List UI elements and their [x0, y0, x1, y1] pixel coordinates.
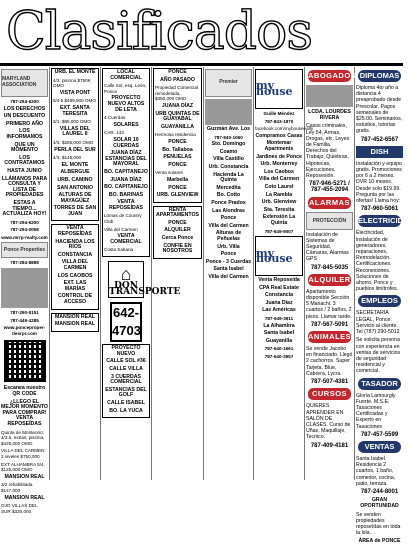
listing-title: Urb. Monterrey	[260, 161, 298, 168]
phone-number: 787-284-8888	[10, 260, 39, 266]
listing-body: Lomas de Country Club	[104, 213, 142, 225]
listing-title: Venta Reposeída	[258, 277, 300, 284]
listing-title: PROYECTO NUEVO	[111, 345, 141, 357]
listing-body: 4/3, piscina $750K OMO	[53, 77, 91, 89]
section-header-diplomas: DIPLOMAS	[359, 71, 400, 80]
section-body: Gloria Lamourgly Fuerte. M.S.E. Tasaciones Certificadas y Experto en Tasaciones	[356, 392, 396, 430]
premier-logo: Premier	[205, 69, 252, 97]
section-body: Se solicita persona con experiencia en ventas de servicios de seguridad residencial y comercial.	[356, 337, 401, 375]
website-link[interactable]: www.ponceproper-tiesrpr.com	[3, 325, 46, 336]
column-5	[205, 67, 252, 480]
listing-title: PONCE	[168, 138, 187, 145]
ad-line: UN DESCUENTO	[3, 113, 46, 120]
listing-title: CALLE ISABEL	[107, 399, 145, 406]
website-link[interactable]: www.mrrp-realty.com	[1, 234, 48, 240]
property-photo	[1, 268, 48, 308]
listing-title: CALLE VILLA	[109, 366, 143, 372]
section-body: Instalación de Sistemas de Seguridad, Cámaras, Alarmas GPS	[306, 231, 349, 263]
listing-title: LOS CAOBOS	[57, 272, 93, 279]
listing-box	[102, 344, 150, 418]
listing-title: Ponce - 3 Cuerdas	[205, 258, 252, 265]
listing-title: ALTURAS DE MAYAGÜEZ	[58, 192, 92, 204]
page-header	[0, 0, 403, 66]
listing-body: Costa Sabana	[104, 247, 134, 253]
listing-title: URB. CAMINO	[57, 176, 93, 183]
phone-number: 787-649-9007	[264, 228, 294, 234]
phone-number: 787-449-4285	[10, 317, 39, 323]
listing-title: Los Caobos	[264, 168, 294, 175]
phone-number: 787-244-8001	[360, 488, 399, 495]
section-body: QUIERES APRENDER EN SALÓN DE CLASES. Curso de Uñas, Maquillaje, Tecnico.	[306, 403, 351, 441]
listing-title: VENTA COMERCIAL	[110, 233, 142, 245]
phone-number: 787-640-3957	[264, 354, 294, 360]
listing-title: Coto Laurel	[264, 183, 294, 190]
listing-title: 3 CUERDAS COMERCIAL	[110, 373, 142, 386]
listing-title: URB QUINTAS DE GUAYABAL	[155, 110, 200, 123]
listing-box	[153, 68, 202, 203]
listing-title: Sta. Teresita	[263, 206, 295, 213]
listing-title: CONFIE EN NOSOTROS	[162, 242, 193, 255]
ad-cta: ESTAS A TIEMPO... ACTUALIZA HOY!	[2, 199, 47, 218]
listing-title: SOLAR 10 CUERDAS	[113, 136, 139, 149]
column-2	[51, 67, 99, 480]
agent-photo	[205, 99, 252, 125]
listing-title: Las Alondras	[212, 207, 245, 214]
listing-title: Urb. Constancia	[208, 163, 249, 170]
phone-number: 787-946-5271 / 787-455-2094	[309, 181, 350, 194]
section-body: SECRETARIA LEGAL, Ponce. Servicio al cliente. Tel (787) 290-5012	[356, 310, 400, 336]
listing-title: Constancia	[265, 292, 293, 299]
listing-title: BO. BARINAS	[108, 191, 144, 198]
phone-number: 787-294-6200	[10, 99, 39, 104]
phone-number: 787-845-5035	[310, 264, 349, 271]
listing-title: URB. GLENVIEW	[156, 192, 199, 199]
big-phone-number: 642-4703	[110, 302, 142, 342]
section-header-alarmas: ALARMAS	[309, 197, 350, 207]
ad-line: LOS INFORMAMOS	[6, 128, 43, 140]
section-header-abogados: ABOGADOS	[308, 71, 357, 80]
listing-body: Villa del Carmen	[104, 226, 138, 232]
listing-title: JUANA DÍAZ	[110, 176, 142, 183]
section-body: Se vende Jacobo en financiado. Llegó 2 cachorros. Super Tarjeta. Blue, Cabrera, Lycra.	[306, 346, 353, 377]
ad-line: LOS DERECHOS	[3, 105, 46, 112]
ad-brand: DON TRANSPORTE	[109, 281, 181, 297]
listing-title: Sto. Domingo	[211, 141, 246, 148]
column-divider	[100, 67, 101, 480]
section-body: Instalación y equipo gratis. Promociones por 6 a 2 meses. DVR 10 meses. Desde solo $19.99. Pregunta por las ofertas! Llama hoy:	[356, 160, 402, 205]
section-header-electricidad: ELECTRICIDAD	[358, 216, 414, 226]
ad-line: QUE UN MOMENTO	[11, 141, 38, 154]
listing-title: BO. CAPITANEJO	[104, 168, 148, 175]
section-body: Casos criminales, Ley 54, Armas, Drogas, etc. Leyes de Familia. Derechos del Trabajo, Quiebras, Hipotecas, Ejecuciones, Reposesión.	[306, 123, 350, 180]
listing-box	[102, 68, 150, 257]
listing-title: Urb. Glenview	[261, 199, 297, 206]
listing-title: Ponce	[220, 251, 237, 258]
listing-title: Bo. Cotto	[216, 192, 241, 199]
section-body: Se venden propiedades reposeídas en toda la Isla.	[356, 511, 401, 537]
listing-body: CAR. 143	[104, 130, 124, 136]
ad-title: ¿LLEGO EL MEJOR MOMENTO PARA COMPRAR! VENTA REPOSEÍDAS	[1, 398, 48, 427]
listing-title: JUANA DÍAZ	[161, 102, 194, 109]
lawyer-photo	[306, 85, 353, 107]
ad-line: LOS CONTRATAMOS	[4, 154, 45, 167]
listing-title: La Alhambra	[263, 322, 295, 329]
column-divider	[203, 67, 204, 480]
listing-title: CALLE SOL #36	[106, 358, 146, 365]
qr-caption: Escanea nuestro QR CODE	[3, 385, 46, 398]
listing-title: Bo. Tallaboa	[162, 146, 193, 153]
column-divider	[354, 67, 355, 480]
listing-title: Villa del Carmen	[258, 176, 300, 183]
alarm-logo: PROTECCIÓN	[306, 212, 353, 230]
listing-title: CONTROL DE ACCESO	[57, 293, 93, 305]
phone-number: 787-409-4181	[310, 442, 349, 449]
listing-title: Jardines de Ponce	[256, 153, 302, 160]
phone-number: 787-290-5151	[10, 310, 39, 316]
listing-body: 5/4.5 $489,500 OMO	[53, 98, 96, 104]
listing-title: BO. CAPITANEJO	[104, 184, 148, 191]
listing-title: Las Américas	[262, 307, 296, 314]
listing-body: Venta solares	[155, 170, 183, 176]
listing-box	[51, 68, 99, 221]
listing-title: SOLARES	[113, 121, 139, 128]
listing-title: Alturas de Peñuelas	[215, 230, 242, 242]
phone-number: 787-294-0058	[10, 227, 39, 233]
section-header-alquiler: ALQUILER	[308, 274, 351, 284]
listing-title: Mercedita	[216, 184, 241, 191]
listing-body: 4/3, $285,000 OMO	[53, 139, 94, 145]
listing-title: Compramos Casas	[255, 132, 303, 139]
listing-body: Calle Sol, esq. León, Ponce	[104, 83, 147, 94]
listing-title: Guayanilla	[265, 337, 293, 344]
column-4	[153, 67, 202, 480]
listing-title: PERLA DEL SUR	[54, 146, 96, 153]
ad-body: 3/2 rehabilitada $147,000	[1, 482, 33, 493]
listing-title: Santa Isabel	[263, 330, 295, 337]
listing-title: MANSION REAL	[54, 313, 96, 320]
listing-title: PONCE	[168, 69, 187, 75]
listing-title: MANSION REAL	[54, 321, 96, 328]
listing-title: Hacienda La Quinta	[213, 171, 244, 184]
listing-title: HACIENDA LOS RÍOS	[55, 238, 95, 251]
page-title: Clasificados	[6, 2, 313, 62]
listing-body: Hermosa residencia	[155, 132, 196, 138]
ad-line: PRIMERO AÑO	[6, 120, 43, 127]
listing-title: RENTA APARTAMENTOS	[156, 206, 199, 219]
ad-body: OJO VILLAS DEL SUR $320,000	[1, 503, 38, 514]
listing-title: EXT. SANTA TERESITA	[60, 104, 90, 117]
listing-title: VISTA PONT	[59, 89, 91, 96]
my-house-logo: my house	[255, 69, 303, 109]
listing-box	[51, 224, 99, 309]
phone-number: 787-843-1870	[264, 118, 294, 124]
listing-title: URB. EL MONTE	[54, 69, 96, 75]
listing-title: JUANA DÍAZ ESTANCIAS DEL MAYORAL	[105, 150, 147, 168]
listing-title: Guzmán Ave. Los	[206, 126, 251, 132]
ad-title: GRAN OPORTUNIDAD	[360, 497, 399, 510]
section-header-tasador: TASADOR	[358, 378, 401, 390]
phone-number: 787-452-6567	[360, 136, 399, 143]
ad-body: VILLA DEL CARMEN 2 niveles $750,000	[1, 448, 45, 459]
listing-title: SAN ANTONIO	[56, 184, 94, 191]
listing-title: CPA Real Estate	[259, 284, 299, 291]
section-body: Santa Isabel. Residencia 2 cuartos, 1 baño, comedor, cocina, patio, terraza.	[356, 455, 396, 487]
phone-number: 787-507-4381	[310, 379, 349, 386]
listing-title: VILLA DEL CARMEN	[61, 259, 89, 272]
ad-body: EXT ALHAMBRA 5/4, $125,000 OMO	[1, 461, 45, 473]
listing-title: EXT. LAS MARÍAS	[63, 280, 87, 292]
listing-title: ESTANCIAS DEL GOLF	[105, 386, 147, 399]
listing-box	[153, 206, 202, 259]
listing-title: VENTA REPOSEÍDAS	[108, 199, 143, 211]
listing-body: 4 Cuerdas	[104, 115, 126, 121]
listing-title: Juana Díaz	[265, 299, 293, 306]
ad-title: ÁREA de PONCE	[358, 538, 401, 545]
agent-name: Guille Méndez	[263, 111, 295, 116]
listing-box	[51, 313, 99, 332]
don-transporte-ad	[108, 261, 181, 298]
listing-title: PONCE	[168, 184, 187, 191]
listing-title: Montemar Apartments	[264, 140, 294, 152]
listing-title: Cerca Ponce	[161, 235, 194, 242]
listing-title: Ponce	[220, 215, 237, 222]
listing-title: Marbella	[166, 176, 189, 183]
column-divider	[253, 67, 254, 480]
listing-title: LOCAL COMERCIAL	[110, 69, 142, 81]
listing-title: VILLAS DEL LAUREL II	[59, 125, 91, 138]
phone-number: 787-640-1661	[264, 346, 294, 352]
section-header-dish: DISH	[356, 146, 403, 158]
column-divider	[151, 67, 152, 480]
listing-title: PONCE	[168, 219, 187, 226]
listing-title: BO. LA YUCA	[109, 407, 143, 414]
qr-code-icon[interactable]	[4, 340, 46, 382]
listing-title: La Rambla	[265, 191, 293, 198]
listing-title: Ponce Prados	[211, 199, 246, 206]
listing-title: Santa Isabel	[213, 266, 244, 273]
listing-title: Extensión La Quinta	[262, 214, 296, 226]
section-header-cursos: CURSOS	[308, 388, 351, 400]
listing-title: PONCE	[168, 161, 187, 168]
phone-number: 787-567-5091	[310, 321, 349, 328]
ad-line: HASTA JUNIO	[7, 167, 42, 174]
listing-title: PENUELAS	[163, 154, 192, 161]
listing-title: EL MONTE	[61, 161, 89, 168]
ad-title: MANSION REAL	[4, 494, 45, 501]
listing-title: Villa del Carmen	[208, 222, 249, 229]
column-7	[306, 67, 357, 480]
listing-title: AÑO PASADO	[160, 76, 195, 83]
listing-title: ALQUILER	[164, 227, 191, 234]
section-body: Electricidad, instalación de generadores, reparaciones, Remodelación. Certificaciones. Reconexiones. Soluciones de ahorro. Ponce y pueblos limítrofes.	[356, 230, 399, 293]
listing-title: GUAYANILLA	[160, 123, 195, 130]
listing-title: PROYECTO NUEVO ALTOS DE LETA	[107, 95, 145, 113]
phone-number: 787-960-5061	[360, 206, 399, 213]
column-8	[356, 67, 414, 545]
listing-body: 4/3, $145,000	[53, 155, 82, 161]
lawyer-name: LCDA. LOURDES RIVERA	[308, 109, 351, 122]
section-body: Diploma 4to año a distancia 4 preaprobado desde Prescolar. Pagos semanales de $25.00. Seminarios, estudios, tutorías gratis.	[356, 85, 403, 135]
my-house-logo: my house	[255, 236, 303, 276]
section-header-animales: ANIMALES	[308, 332, 352, 342]
realty-logo: MARYLAND ASSOCIATION	[1, 69, 48, 97]
column-1	[1, 67, 48, 514]
column-6	[255, 67, 314, 480]
section-header-empleos: EMPLEOS	[358, 295, 401, 307]
listing-title: Villa del Carmen	[208, 273, 249, 280]
column-divider	[49, 67, 50, 480]
listing-title: ALBERGUE	[60, 169, 90, 176]
listing-title: CONSTANCIA	[57, 251, 93, 258]
phone-number: 787-294-6200	[10, 219, 39, 225]
section-header-ventas: VENTAS	[358, 441, 401, 453]
listing-title: Coamo	[219, 148, 238, 155]
ad-title: MANSION REAL	[4, 473, 45, 480]
listing-title: VENTA REPOSEÍDAS	[57, 225, 92, 238]
website-link[interactable]: facebook.com/myhouseealty	[255, 126, 314, 132]
ad-cta: LLÁMANOS PARA CONSULTA Y LISTA DE PROPIEDADES	[1, 175, 48, 199]
phone-number: 787-949-3911	[264, 316, 294, 322]
section-body: Apartamento disponible Sección 5 Mariachi. 3 cuartos / 2 baños, 2 pisos. Llamar tarde.	[306, 288, 352, 320]
ad-body: Quinta de Monteorio: 4/3.5, extras, piscina, $425,000 OMO	[1, 429, 45, 446]
listing-title: Villa Castillo	[213, 156, 244, 163]
truck-icon: ⌂	[120, 264, 132, 285]
phone-number: 787-840-1060	[214, 134, 243, 140]
phone-number: 787-457-5599	[360, 431, 399, 438]
ponce-properties-logo: Ponce Properties	[1, 242, 48, 258]
listing-title: Urb. Villa	[217, 243, 240, 250]
listing-body: 3/1, $85,000 OMO	[53, 119, 91, 125]
listing-body: Propiedad Comercial remodelada, $350,000 OMO	[155, 85, 198, 102]
listing-title: TORRES DE SAN JUAN	[53, 205, 97, 217]
header-rule	[0, 63, 403, 66]
